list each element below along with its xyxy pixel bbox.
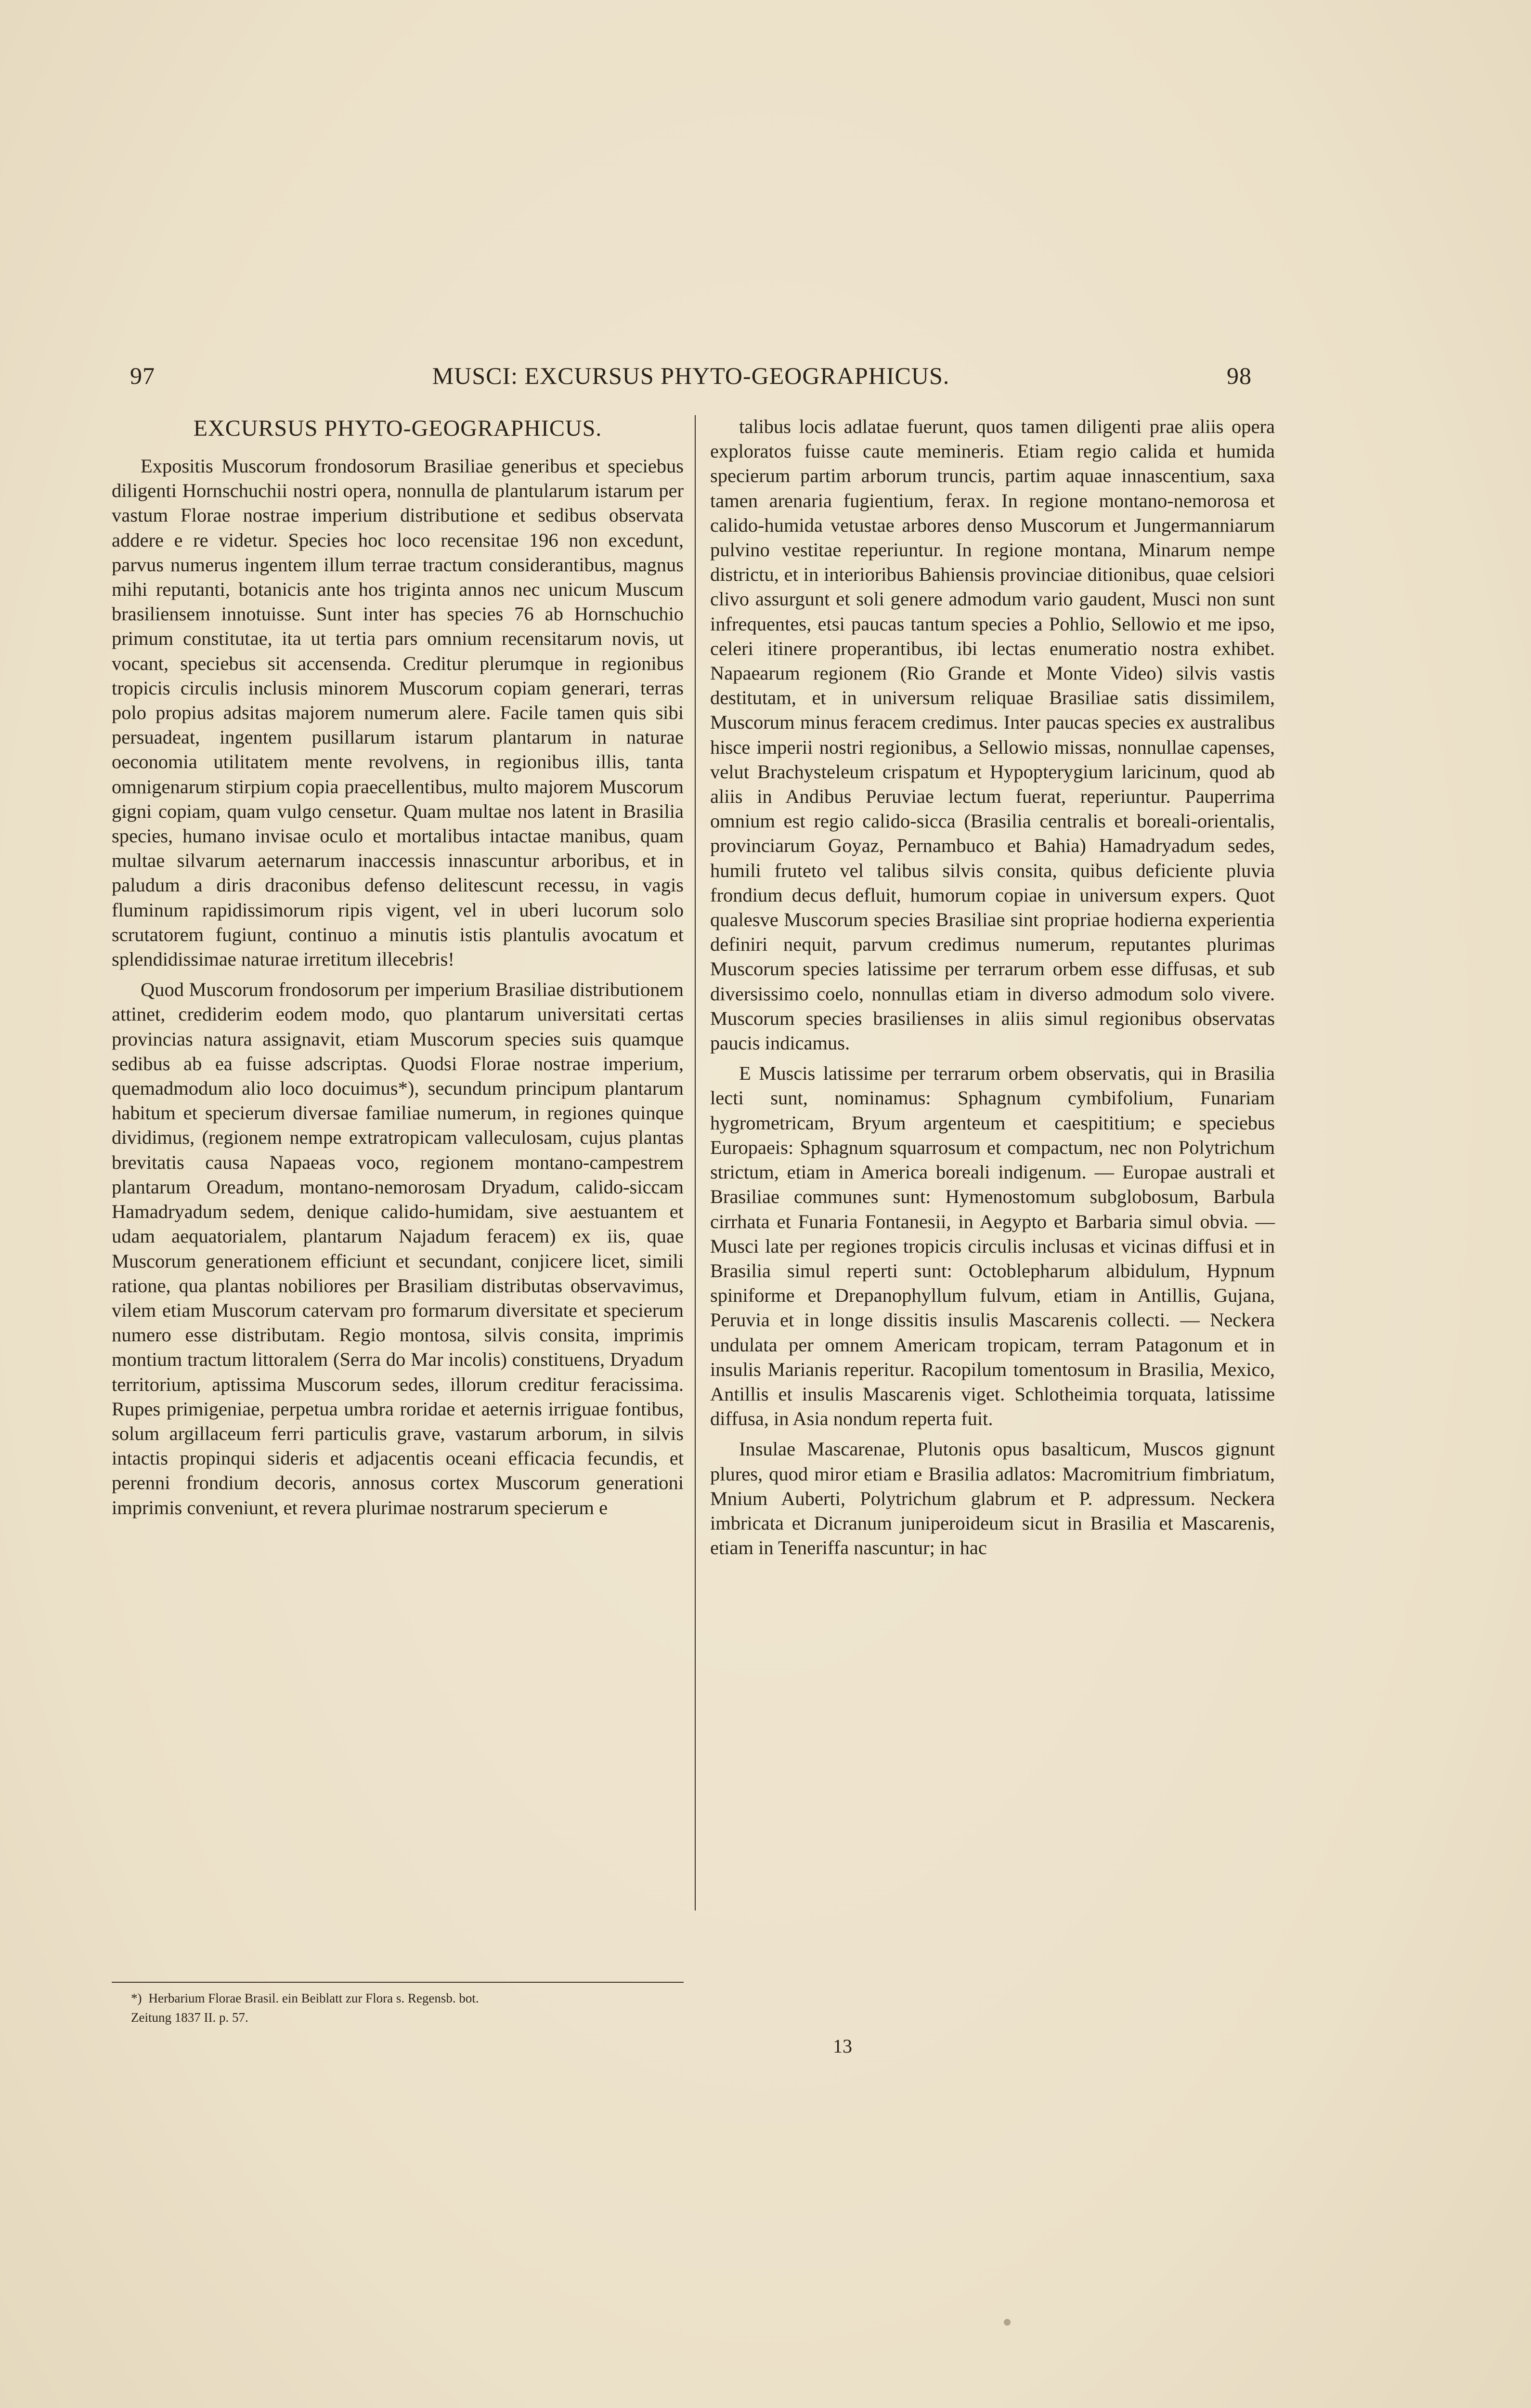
paragraph: talibus locis adlatae fuerunt, quos tamen diligenti prae aliis opera exploratos fuisse caute memineris. Etiam regio calida et humida specierum partim arborum truncis, partim aquae innascentium, saxa tamen arenaria fugientium, ferax. In regione montano-nemorosa et calido-humida vetustae arbores denso Muscorum et Jungermanniarum pulvino vestitae reperiuntur. In regione montana, Minarum nempe districtu, et in interioribus Bahiensis provinciae ditionibus, quae celsiori clivo assurgunt et soli genere admodum vario gaudent, Musci non sunt infrequentes, etsi paucas tantum species a Pohlio, Sellowio et me ipso, celeri itinere properantibus, ibi lectas enumeratio nostra exhibet. Napaearum regionem (Rio Grande et Monte Video) silvis vastis destitutam, et in universum reliquae Brasiliae satis dissimilem, Muscorum minus feracem credimus. Inter paucas species ex australibus hisce imperii nostri regionibus, a Sellowio missas, nonnullae capenses, velut Brachysteleum crispatum et Hypopterygium laricinum, quod ab aliis in Andibus Peruviae lectum fuerat, reperiuntur. Pauperrima omnium est regio calido-sicca (Brasilia centralis et boreali-orientalis, provinciarum Goyaz, Pernambuco et Bahia) Hamadryadum sedes, humili fruteto vel talibus silvis consita, quibus deficiente pluvia frondium decus defluit, humorum copiae in universum expers. Quot qualesve Muscorum species Brasiliae sint propriae hodierna experientia definiri nequit, parvum credimus numerum, reputantes plurimas Muscorum species latissime per terrarum orbem esse diffusas, et sub diversissimo coelo, nonnullas etiam in diverso admodum solo vivere. Muscorum species brasilienses in aliis simul regionibus observatas paucis indicamus. — [710, 416, 1275, 1054]
paragraph: E Muscis latissime per terrarum orbem observatis, qui in Brasilia lecti sunt, nominamus: Sphagnum cymbifolium, Funariam hygrometricam, Bryum argenteum et caespititium; e speciebus Europaeis: Sphagnum squarrosum et compactum, nec non Polytrichum strictum, etiam in America boreali indigenum. — Europae australi et Brasiliae communes sunt: Hymenostomum subglobosum, Barbula cirrhata et Funaria Fontanesii, in Aegypto et Barbaria simul obvia. — Musci late per regiones tropicis circulis inclusas et vicinas diffusi et in Brasilia simul reperti sunt: Octoblepharum albidulum, Hypnum spiniforme et Drepanophyllum fulvum, etiam in Antillis, Gujana, Peruvia et in longe dissitis insulis Mascarenis collecti. — Neckera undulata per omnem Americam tropicam, terram Patagonum et in insulis Marianis reperitur. Racopilum tomentosum in Brasilia, Mexico, Antillis et insulis Mascarenis viget. Schlotheimia torquata, latissime diffusa, in Asia nondum reperta fuit. — [710, 1062, 1275, 1430]
signature-mark: 13 — [833, 2035, 852, 2057]
page-number-left: 97 — [130, 362, 155, 389]
footnote-text-continued: Zeitung 1837 II. p. 57. — [131, 2010, 248, 2025]
paragraph: Quod Muscorum frondosorum per imperium Brasiliae distributionem attinet, crediderim eodem modo, quo plantarum universitati certas provincias natura assignavit, etiam Muscorum species suis quamque sedibus ab ea fuisse adscriptas. Quodsi Florae nostrae imperium, quemadmodum alio loco docuimus*), secundum principum plantarum habitum et specierum diversae familiae numerum, in regiones quinque dividimus, (regionem nempe extratropicam valleculosam, cujus plantas brevitatis causa Napaeas voco, regionem montano-campestrem plantarum Oreadum, montano-nemorosam Dryadum, calido-siccam Hamadryadum sedem, denique calido-humidam, sive aestuantem et udam aequatorialem, plantarum Najadum feracem) ex iis, quae Muscorum generationem efficiunt et secundant, conjicere licet, simili ratione, qua plantas nobiliores per Brasiliam distributas observavimus, vilem etiam Muscorum catervam pro formarum diversitate et specierum numero esse distributam. Regio montosa, silvis consita, imprimis montium tractum littoralem (Serra do Mar incolis) constituens, Dryadum territorium, aptissima Muscorum sedes, illorum creditur feracissima. Rupes primigeniae, perpetua umbra roridae et aeternis irriguae fontibus, solum argillaceum ferri particulis grave, vastarum arborum, in silvis intactis propinqui sideris et adjacentis oceani efficacia fecundis, et perenni frondium decoris, annosus cortex Muscorum generationi imprimis conveniunt, et revera plurimae nostrarum specierum e — [112, 979, 684, 1518]
section-title: EXCURSUS PHYTO-GEOGRAPHICUS. — [193, 416, 602, 441]
paper-speck — [1004, 2319, 1011, 2326]
running-title: MUSCI: EXCURSUS PHYTO-GEOGRAPHICUS. — [432, 362, 950, 389]
footnote — [112, 1982, 684, 2027]
page-number-right: 98 — [1227, 362, 1252, 389]
right-column — [710, 414, 1275, 1560]
footnote-text: Herbarium Florae Brasil. ein Beiblatt zur Flora s. Regensb. bot. — [148, 1991, 479, 2005]
paragraph: Insulae Mascarenae, Plutonis opus basalticum, Muscos gignunt plures, quod miror etiam e Brasilia adlatos: Macromitrium fimbriatum, Mnium Auberti, Polytrichum glabrum et P. adpressum. Neckera imbricata et Dicranum juniperoideum sicut in Brasilia et Mascarenis, etiam in Teneriffa nascuntur; in hac — [710, 1438, 1275, 1559]
paragraph: Expositis Muscorum frondosorum Brasiliae generibus et speciebus diligenti Hornschuchii nostri opera, nonnulla de plantularum istarum per vastum Florae nostrae imperium distributione et sedibus observata addere e re videtur. Species hoc loco recensitae 196 non excedunt, parvus numerus ingentem illum terrae tractum considerantibus, magnus mihi reputanti, botanicis ante hos triginta annos nec unicum Muscum brasiliensem innotuisse. Sunt inter has species 76 ab Hornschuchio primum constitutae, ita ut tertia pars omnium recensitarum novis, ut vocant, speciebus sit accensenda. Creditur plerumque in regionibus tropicis circulis inclusis minorem Muscorum copiam generari, terras polo propius adsitas majorem numerum alere. Facile tamen quis sibi persuadeat, ingentem pusillarum istarum plantarum in naturae oeconomia utilitatem mente revolvens, in regionibus illis, tanta omnigenarum stirpium copia praecellentibus, multo majorem Muscorum gigni copiam, quam vulgo censetur. Quam multae nos latent in Brasilia species, humano invisae oculo et mortalibus intactae manibus, quam multae silvarum aeternarum inaccessis innascuntur arboribus, et in paludum a diris draconibus defenso delitescunt recessu, in vagis fluminum rapidissimorum ripis vigent, vel in uberi lucorum solo scrutatorem fugiunt, continuo a minutis istis plantulis avocatum et splendidissimae naturae irretitum illecebris! — [112, 455, 684, 970]
column-divider — [695, 415, 696, 1911]
running-header — [130, 359, 1252, 393]
left-column — [112, 414, 684, 1520]
footnote-mark: *) — [131, 1991, 142, 2005]
